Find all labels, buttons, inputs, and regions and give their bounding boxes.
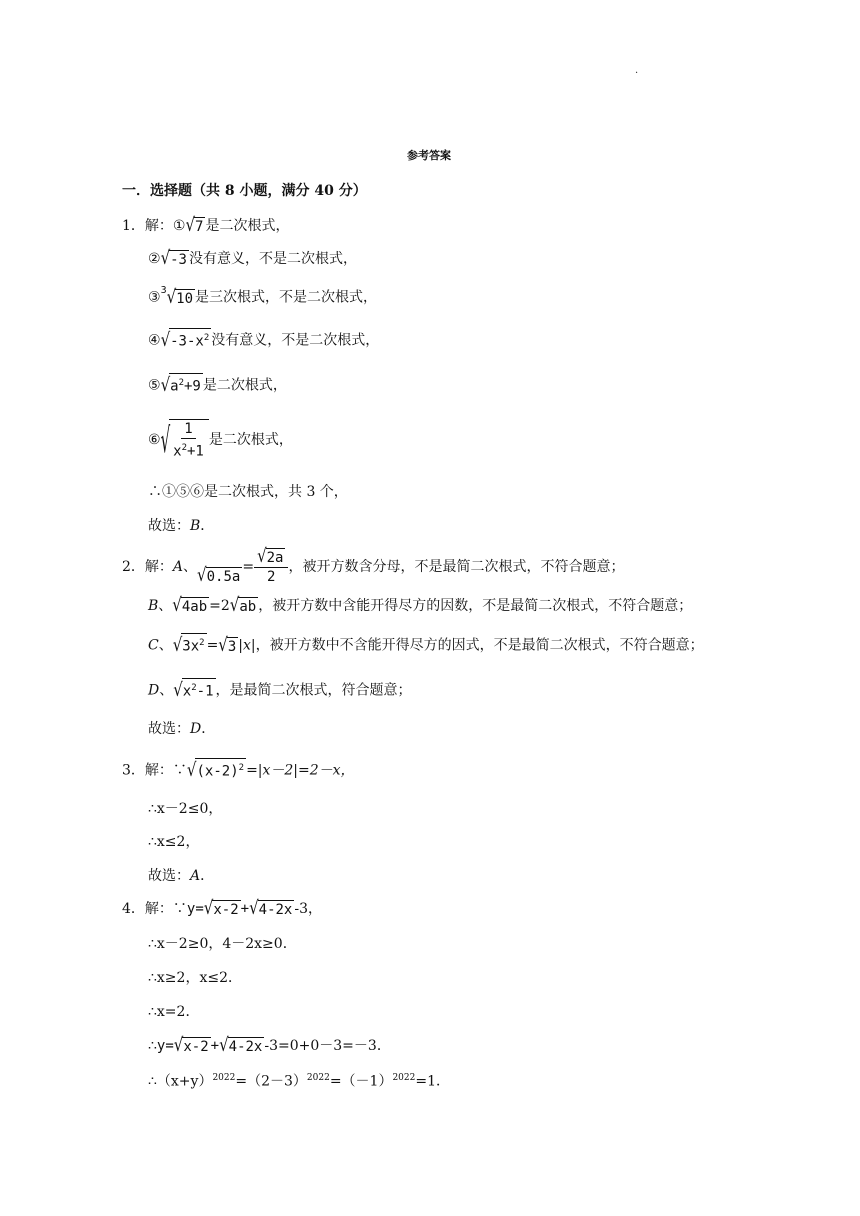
q1-line-5 (148, 373, 287, 396)
sqrt-fraction-expression: √ $\frac{1}{x^2+1}$ (161, 419, 209, 461)
option-text: ，被开方数中含能开得尽方的因数，不是最简二次根式，不符合题意； (258, 598, 693, 614)
sqrt-expression: √ $3x^2$ (172, 633, 205, 656)
q4-label: 4．解： (122, 901, 173, 917)
q4-line-5 (148, 1033, 391, 1056)
q3-label: 3．解： (122, 762, 173, 779)
item-mark: ⑤ (148, 377, 161, 394)
item-text: 没有意义，不是二次根式， (188, 251, 357, 267)
radicand: 4ab (181, 599, 208, 615)
sqrt-expression: √ $(x-2)^2$ (186, 758, 245, 781)
exponent: 2 (178, 378, 184, 388)
radicand: 10 (176, 290, 194, 307)
answer-end: ． (200, 518, 215, 534)
q4-line-4: ∴x=2． (148, 1004, 200, 1020)
radicand: 0.5a (206, 569, 241, 585)
option-separator: 、 (183, 559, 198, 575)
q2-option-a (122, 544, 625, 586)
sqrt-expression: √ $a^2+9$ (160, 373, 201, 396)
section-heading: 一．选择题（共 8 小题，满分 40 分） (122, 183, 367, 199)
radicand: (x-2) (196, 763, 239, 780)
q1-line-4 (148, 328, 379, 351)
q4-line-1 (122, 896, 322, 919)
item-text: 是二次根式， (202, 377, 287, 394)
absolute-value: |x| (238, 637, 256, 654)
radicand: -3 (170, 252, 187, 268)
radicand: a (170, 378, 179, 395)
expr-part: ∴（x+y） (148, 1073, 213, 1090)
sqrt-expression: √ x-2 (203, 896, 239, 919)
equation-tail: -3=0+0－3=－3． (264, 1038, 391, 1054)
answer-end: ． (201, 721, 216, 737)
q1-line-6 (148, 418, 293, 462)
q2-option-b (148, 593, 693, 616)
expr-part: =1． (415, 1073, 450, 1090)
sqrt-expression: √ ab (229, 593, 257, 616)
option-letter: B (148, 598, 159, 614)
option-letter: C (148, 637, 159, 654)
item-text: 是二次根式， (208, 432, 293, 448)
corner-dot: · (635, 68, 639, 79)
option-separator: 、 (158, 598, 173, 614)
fraction: √ 2a 2 (254, 548, 288, 586)
q1-line-3 (148, 284, 377, 308)
radicand: 4-2x (228, 1039, 263, 1055)
q1-line-1 (122, 213, 290, 236)
sqrt-expression: √ x-2 (173, 1033, 209, 1056)
option-separator: 、 (159, 682, 174, 699)
option-text: ，被开方数中不含能开得尽方的因式，不是最简二次根式，不符合题意； (255, 637, 704, 654)
sqrt-expression: √ -3 (160, 246, 187, 269)
plus: + (240, 901, 250, 917)
q1-answer (148, 516, 214, 536)
root-index: 3 (160, 285, 167, 296)
option-separator: 、 (158, 637, 173, 654)
answer-prefix: 故选： (148, 518, 190, 534)
sqrt-expression: √ 4-2x (249, 896, 293, 919)
because-symbol: ∵ (172, 901, 187, 917)
y-equals: y= (186, 901, 204, 917)
exponent: 2022 (306, 1073, 330, 1083)
equals: =2 (209, 598, 230, 614)
exponent: 2022 (212, 1073, 236, 1083)
equals: = (242, 559, 255, 575)
y-equals: y= (156, 1038, 174, 1054)
q3-line-3: ∴x≤2， (148, 834, 200, 850)
q2-answer (148, 719, 215, 739)
radicand-tail: -1 (196, 683, 214, 700)
sqrt-expression: √ $-3-x^2$ (160, 328, 210, 351)
radicand: 3 (227, 638, 237, 655)
answer-choice: B (190, 518, 201, 534)
radicand-tail: +9 (183, 378, 201, 395)
q3-line-2: ∴x－2≤0， (148, 801, 223, 817)
sqrt-expression: √ 0.5a (197, 563, 241, 586)
denominator-tail: +1 (186, 443, 204, 460)
q1-line-2 (148, 246, 357, 269)
equals: = (206, 637, 219, 654)
radicand: 3x (182, 638, 200, 655)
item-text: 是二次根式， (205, 218, 290, 234)
exponent: 2022 (392, 1073, 416, 1083)
q3-answer (148, 866, 214, 886)
option-text: ，被开方数含分母，不是最简二次根式，不符合题意； (288, 559, 625, 575)
exponent: 2 (238, 763, 245, 773)
answer-end: ． (200, 868, 215, 884)
expr-part: =（－1） (329, 1073, 393, 1090)
item-mark: ① (172, 218, 186, 234)
q1-label: 1．解： (122, 218, 173, 234)
plus: + (210, 1038, 220, 1054)
radicand: 2a (266, 550, 284, 566)
q4-line-3: ∴x≥2，x≤2． (148, 970, 242, 986)
expr-part: =（2－3） (235, 1073, 307, 1090)
fraction-denominator: x (173, 443, 182, 460)
radicand: x-2 (183, 1039, 209, 1055)
q1-conclusion: ∴①⑤⑥是二次根式，共 3 个， (148, 484, 348, 500)
q2-option-d (148, 678, 412, 701)
sqrt-expression: √ 4-2x (219, 1033, 263, 1056)
exponent: 2 (191, 683, 197, 693)
item-mark: ⑥ (148, 432, 161, 448)
fraction-numerator: 1 (181, 420, 195, 439)
q2-label: 2．解： (122, 559, 173, 575)
exponent: 2 (181, 443, 187, 454)
exponent: 2 (199, 638, 205, 648)
equation-rest: =|x－2|=2－x， (246, 762, 355, 779)
q3-line-1 (122, 758, 355, 781)
item-text: 是三次根式，不是二次根式， (195, 289, 378, 306)
page-title: 参考答案 (407, 149, 451, 162)
q4-line-2: ∴x－2≥0，4－2x≥0． (148, 936, 297, 952)
radicand: ab (239, 599, 257, 615)
radicand: -3-x (170, 333, 204, 350)
therefore-symbol: ∴ (148, 1038, 157, 1054)
fraction-denominator: 2 (267, 569, 276, 585)
q2-option-c (148, 633, 704, 656)
item-mark: ③ (148, 289, 161, 306)
radicand: x-2 (213, 902, 239, 918)
exponent: 2 (203, 333, 210, 343)
answer-choice: A (190, 868, 201, 884)
cube-root-expression: √ 10 (166, 285, 194, 308)
sqrt-expression: √ 7 (185, 213, 204, 236)
item-text: 没有意义，不是二次根式， (211, 332, 380, 349)
option-letter: A (172, 559, 184, 575)
sqrt-expression: √ 3 (218, 633, 237, 656)
option-letter: D (148, 682, 160, 699)
q4-line-6 (148, 1068, 450, 1092)
answer-prefix: 故选： (148, 721, 190, 737)
answer-choice: D (190, 721, 202, 737)
option-text: ，是最简二次根式，符合题意； (215, 682, 412, 699)
radicand: 4-2x (258, 902, 293, 918)
radicand: x (182, 683, 192, 700)
sqrt-expression: √ 4ab (172, 593, 208, 616)
radicand: 7 (195, 219, 204, 235)
because-symbol: ∵ (172, 762, 187, 779)
answer-prefix: 故选： (148, 868, 190, 884)
item-mark: ④ (148, 332, 161, 349)
item-mark: ② (148, 251, 161, 267)
sqrt-expression: √ $x^2-1$ (173, 678, 214, 701)
equation-tail: -3， (294, 901, 322, 917)
